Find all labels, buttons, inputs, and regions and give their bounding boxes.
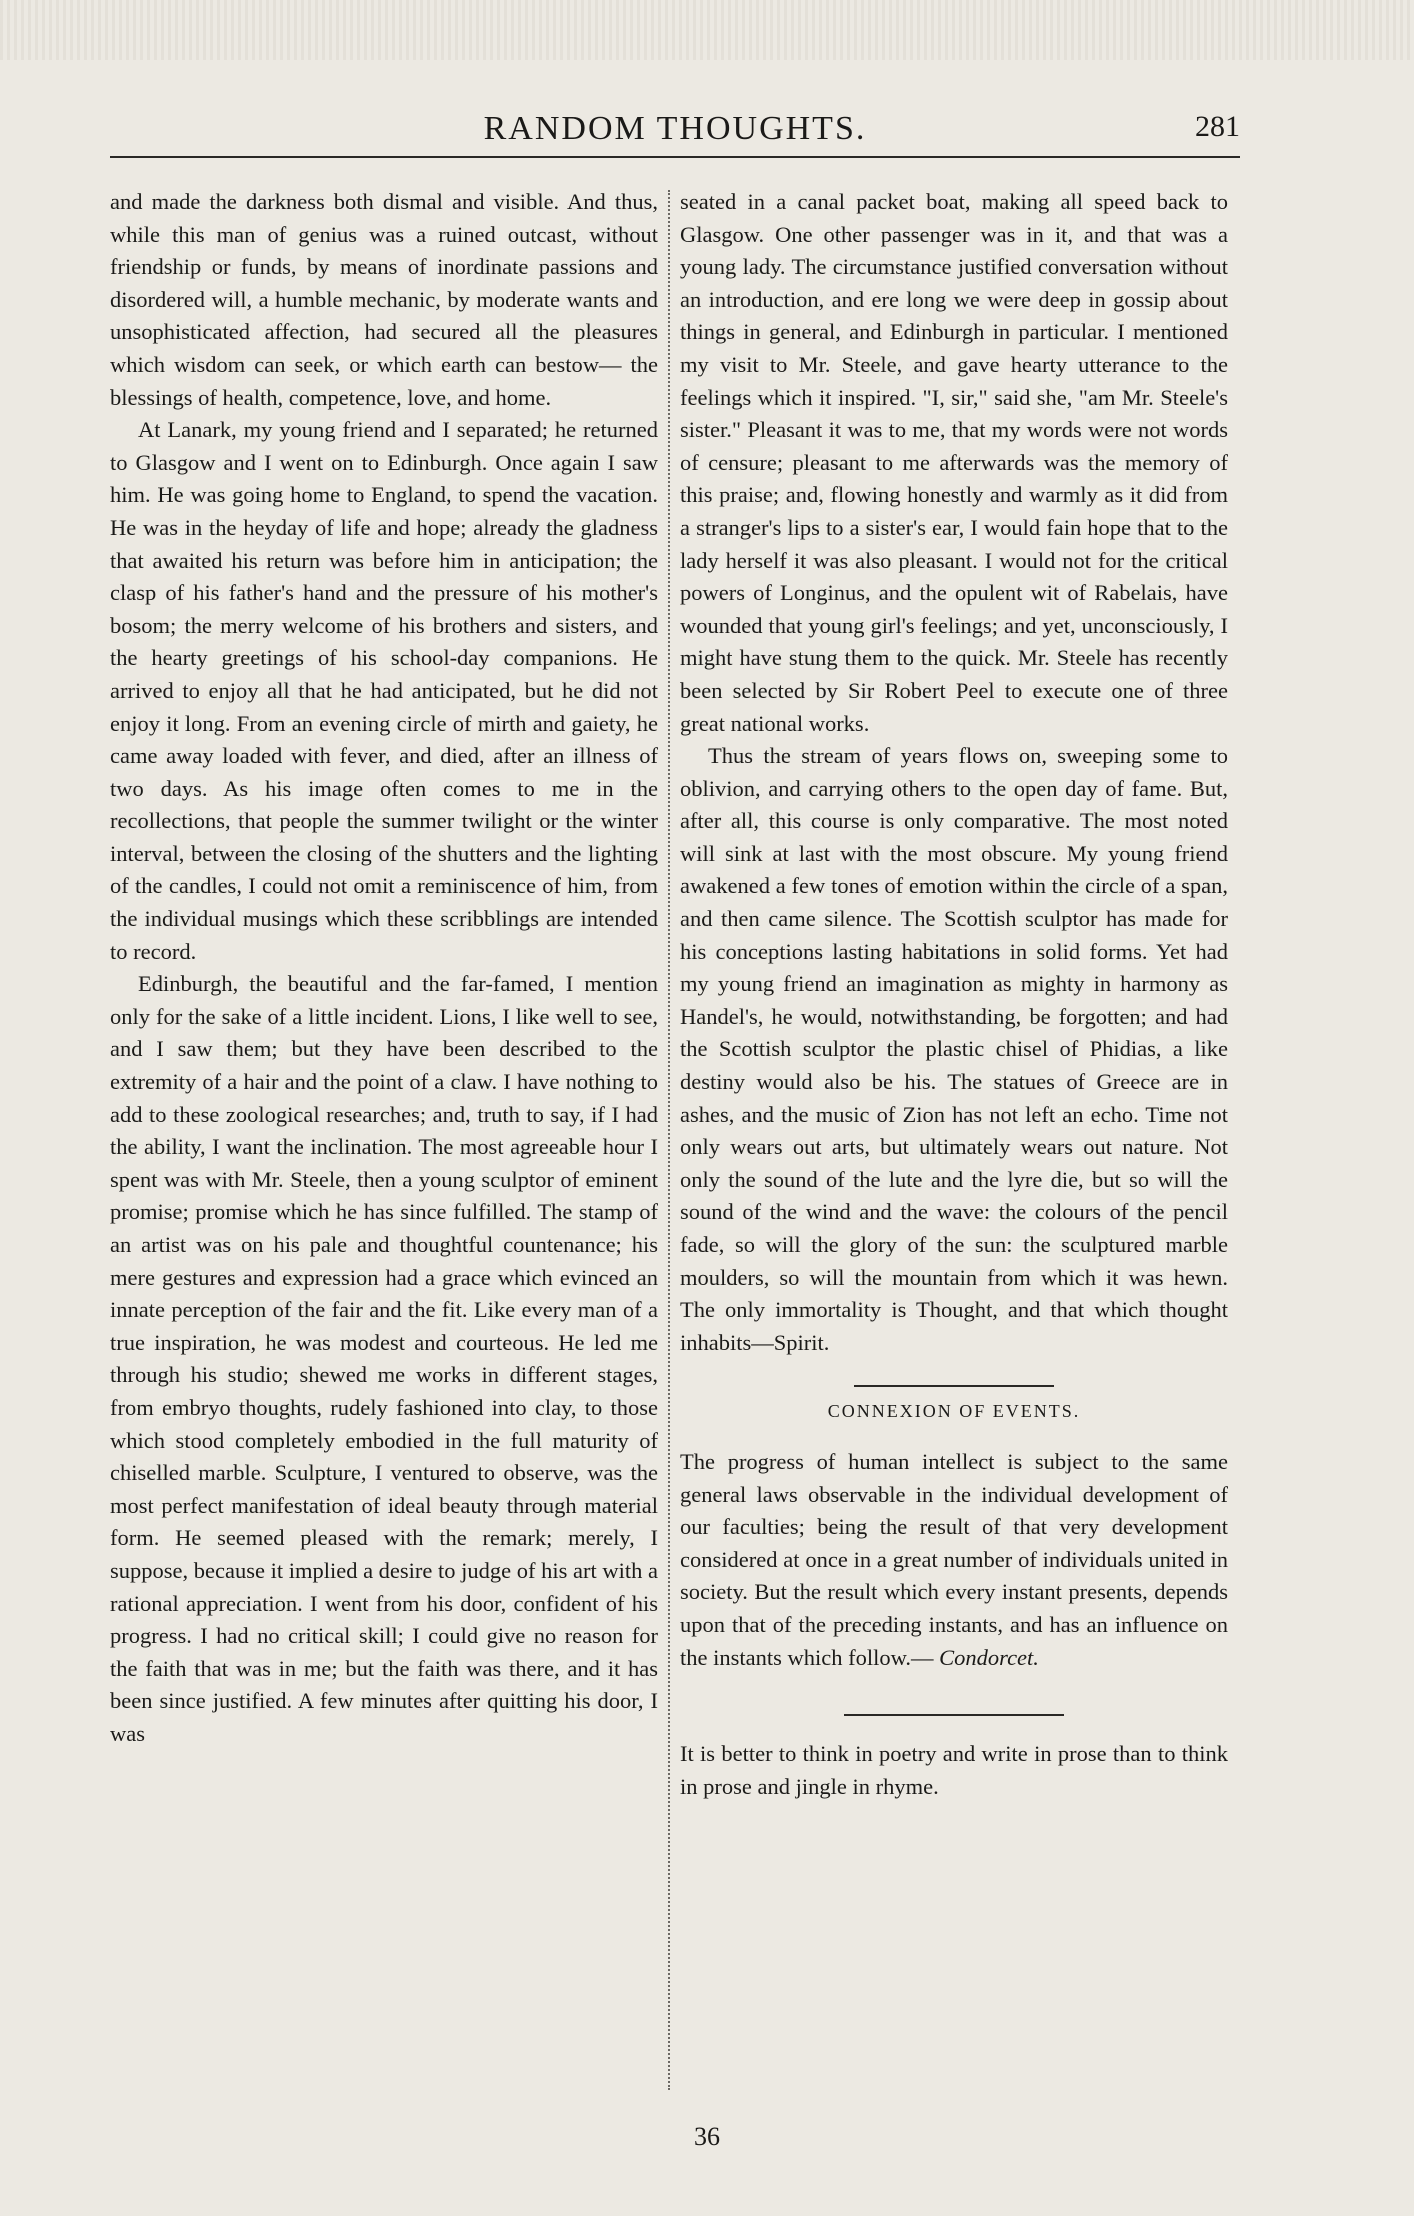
left-paragraph-1: and made the darkness both dismal and visible. And thus, while this man of genius was a ruined outcast, without friendship or funds, by means of inordinate passions and disordered will, a humble mechanic, by moderate wants and unsophisticated affection, had secured all the pleasures which wisdom can seek, or which earth can bestow— the blessings of health, competence, love, and home.	[110, 189, 658, 410]
signature-mark: 36	[694, 2122, 720, 2151]
right-paragraph-1: seated in a canal packet boat, making all speed back to Glasgow. One other passenger was in it, and that was a young lady. The circumstance justified conversation without an introduction, and ere long we were deep in gossip about things in general, and Edinburgh in particular. I mentioned my visit to Mr. Steele, and gave hearty utterance to the feelings which it inspired. "I, sir," said she, "am Mr. Steele's sister." Pleasant it was to me, that my words were not words of censure; pleasant to me afterwards was the memory of this praise; and, flowing honestly and warmly as it did from a stranger's lips to a sister's ear, I would fain hope that to the lady herself it was also pleasant. I would not for the critical powers of Longinus, and the opulent wit of Rabelais, have wounded that young girl's feelings; and yet, unconsciously, I might have stung them to the quick. Mr. Steele has recently been selected by Sir Robert Peel to execute one of three great national works.	[680, 189, 1228, 736]
section-text: The progress of human intellect is subject to the same general laws observable in the individual development of our faculties; being the result of that very development considered at once in a great number of individuals united in society. But the result which every instant presents, depends upon that of the preceding instants, and has an influence on the instants which follow.—	[680, 1448, 1228, 1670]
left-column	[110, 186, 658, 1751]
right-paragraph-2: Thus the stream of years flows on, sweeping some to oblivion, and carrying others to the open day of fame. But, after all, this course is only comparative. The most noted will sink at last with the most obscure. My young friend awakened a few tones of emotion within the circle of a span, and then came silence. The Scottish sculptor has made for his conceptions lasting habitations in solid forms. Yet had my young friend an imagination as mighty in harmony as Handel's, he would, notwithstanding, be forgotten; and had the Scottish sculptor the plastic chisel of Phidias, a like destiny would also be his. The statues of Greece are in ashes, and the music of Zion has not left an echo. Time not only wears out arts, but ultimately wears out nature. Not only the sound of the lute and the lyre die, but so will the sound of the wind and the wave: the colours of the pencil fade, so will the glory of the sun: the sculptured marble moulders, so will the mountain from which it was hewn. The only immortality is Thought, and that which thought inhabits—Spirit.	[680, 743, 1228, 1355]
left-paragraph-3: Edinburgh, the beautiful and the far-famed, I mention only for the sake of a little incident. Lions, I like well to see, and I saw them; but they have been described to the extremity of a hair and the point of a claw. I have nothing to add to these zoological researches; and, truth to say, if I had the ability, I want the inclination. The most agreeable hour I spent was with Mr. Steele, then a young sculptor of eminent promise; promise which he has since fulfilled. The stamp of an artist was on his pale and thoughtful countenance; his mere gestures and expression had a grace which evinced an innate perception of the fair and the fit. Like every man of a true inspiration, he was modest and courteous. He led me through his studio; shewed me works in different stages, from embryo thoughts, rudely fashioned into clay, to those which stood completely embodied in the full maturity of chiselled marble. Sculpture, I ventured to observe, was the most perfect manifestation of ideal beauty through material form. He seemed pleased with the remark; merely, I suppose, because it implied a desire to judge of his art with a rational appreciation. I went from his door, confident of his progress. I had no critical skill; I could give no reason for the faith that was in me; but the faith was there, and it has been since justified. A few minutes after quitting his door, I was	[110, 971, 658, 1746]
page-edge-texture	[0, 0, 1414, 60]
page-title: RANDOM THOUGHTS.	[483, 110, 867, 147]
closing-rule	[844, 1714, 1064, 1716]
running-head	[110, 108, 1240, 158]
section-paragraph	[680, 1446, 1228, 1674]
section-divider	[854, 1385, 1054, 1387]
closing-paragraph: It is better to think in poetry and write in prose than to think in prose and jingle in rhyme.	[680, 1741, 1228, 1799]
section-signature: Condorcet.	[939, 1644, 1039, 1670]
section-heading: CONNEXION OF EVENTS.	[827, 1401, 1081, 1422]
left-paragraph-2: At Lanark, my young friend and I separated; he returned to Glasgow and I went on to Edinburgh. Once again I saw him. He was going home to England, to spend the vacation. He was in the heyday of life and hope; already the gladness that awaited his return was before him in anticipation; the clasp of his father's hand and the pressure of his mother's bosom; the merry welcome of his brothers and sisters, and the hearty greetings of his school-day companions. He arrived to enjoy all that he had anticipated, but he did not enjoy it long. From an evening circle of mirth and gaiety, he came away loaded with fever, and died, after an illness of two days. As his image often comes to me in the recollections, that people the summer twilight or the winter interval, between the closing of the shutters and the lighting of the candles, I could not omit a reminiscence of him, from the individual musings which these scribblings are intended to record.	[110, 417, 658, 964]
column-divider	[668, 190, 670, 2090]
page-number: 281	[1195, 110, 1240, 143]
right-column	[680, 186, 1228, 1803]
